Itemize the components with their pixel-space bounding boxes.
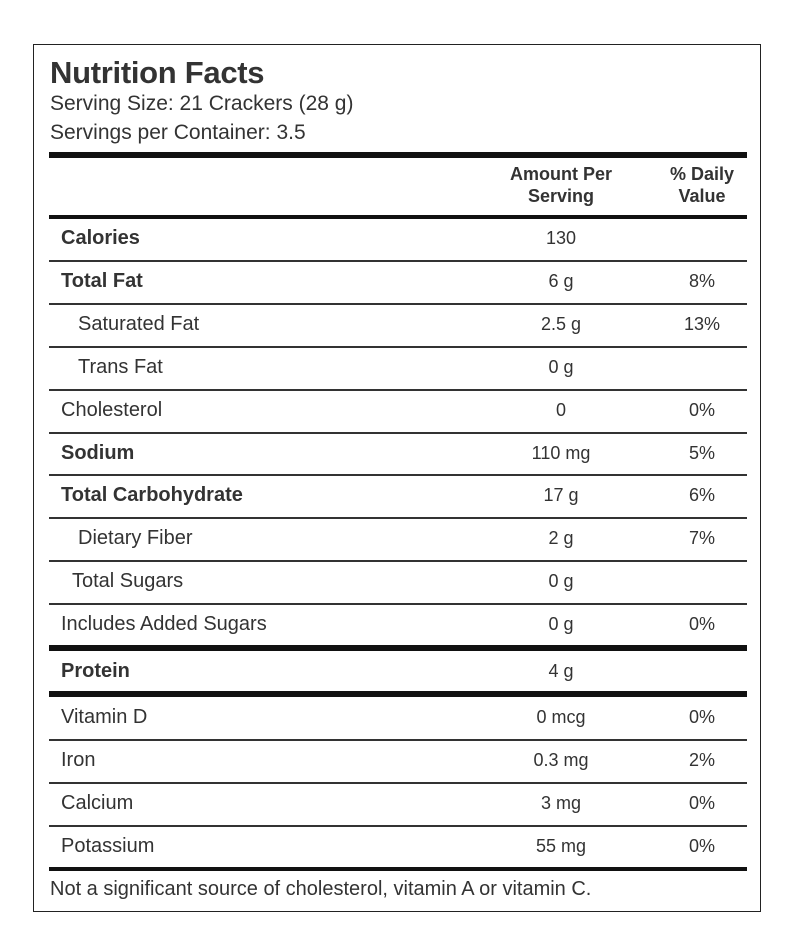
nutrient-row-calories: [49, 219, 747, 259]
nutrient-row-total-carbohydrate: [49, 476, 747, 516]
nutrient-amount: 0 mcg: [536, 707, 586, 727]
nutrient-amount: 0 g: [548, 614, 574, 634]
nutrient-row-vitamin-d: [49, 698, 747, 738]
nutrient-amount: 6 g: [548, 271, 574, 291]
daily-value-header: % Daily Value: [669, 164, 735, 206]
label-title: Nutrition Facts: [50, 55, 265, 90]
nutrient-row-added-sugars: [49, 605, 747, 645]
nutrient-row-sodium: [49, 434, 747, 474]
nutrient-name: Protein: [61, 660, 130, 682]
nutrient-amount: 110 mg: [531, 443, 591, 463]
nutrient-row-saturated-fat: [49, 305, 747, 345]
nutrient-name: Vitamin D: [61, 706, 148, 728]
nutrient-amount: 0: [555, 400, 566, 420]
nutrient-daily-value: 0%: [688, 793, 715, 813]
nutrient-row-protein: [49, 652, 747, 692]
nutrient-name: Sodium: [61, 442, 135, 464]
nutrient-name: Total Sugars: [72, 570, 184, 592]
nutrient-name: Total Carbohydrate: [61, 484, 243, 506]
nutrient-row-total-sugars: [49, 562, 747, 602]
nutrient-row-iron: [49, 741, 747, 781]
serving-size: Serving Size: 21 Crackers (28 g): [50, 92, 354, 115]
nutrient-daily-value: 0%: [688, 836, 715, 856]
nutrient-daily-value: 0%: [688, 400, 715, 420]
section-divider: [49, 645, 747, 651]
nutrient-daily-value: 6%: [688, 485, 715, 505]
nutrient-row-dietary-fiber: [49, 519, 747, 559]
nutrition-facts-panel: [33, 44, 761, 912]
nutrient-row-potassium: [49, 827, 747, 867]
nutrient-daily-value: 0%: [688, 614, 715, 634]
nutrient-row-calcium: [49, 784, 747, 824]
nutrient-daily-value: 2%: [688, 750, 715, 770]
amount-per-serving-header: Amount Per Serving: [509, 164, 612, 206]
nutrient-daily-value: 0%: [688, 707, 715, 727]
nutrient-name: Trans Fat: [78, 356, 163, 378]
nutrient-daily-value: 7%: [688, 528, 715, 548]
section-divider: [49, 691, 747, 697]
nutrient-amount: 55 mg: [535, 836, 587, 856]
nutrient-name: Iron: [61, 749, 96, 771]
nutrient-amount: 0.3 mg: [533, 750, 589, 770]
nutrient-row-trans-fat: [49, 348, 747, 388]
nutrient-amount: 2.5 g: [540, 314, 582, 334]
footnote: Not a significant source of cholesterol, vitamin A or vitamin C.: [50, 878, 592, 900]
nutrient-daily-value: 8%: [688, 271, 715, 291]
column-header-divider: [49, 215, 747, 219]
nutrient-name: Total Fat: [61, 270, 143, 292]
footer-divider: [49, 867, 747, 871]
nutrient-row-total-fat: [49, 262, 747, 302]
nutrient-name: Cholesterol: [61, 399, 163, 421]
nutrient-row-cholesterol: [49, 391, 747, 431]
nutrient-name: Potassium: [61, 835, 155, 857]
nutrient-name: Saturated Fat: [78, 313, 200, 335]
nutrient-amount: 3 mg: [540, 793, 582, 813]
nutrient-amount: 2 g: [548, 528, 574, 548]
nutrient-name: Calories: [61, 227, 140, 249]
nutrient-name: Dietary Fiber: [78, 527, 193, 549]
header-divider: [49, 152, 747, 158]
nutrient-amount: 130: [545, 228, 577, 248]
nutrient-name: Calcium: [61, 792, 134, 814]
nutrient-name: Includes Added Sugars: [61, 613, 267, 635]
nutrient-amount: 4 g: [548, 661, 574, 681]
nutrient-daily-value: 5%: [688, 443, 715, 463]
servings-per-container: Servings per Container: 3.5: [50, 121, 306, 144]
nutrient-amount: 17 g: [543, 485, 579, 505]
nutrient-amount: 0 g: [548, 571, 574, 591]
nutrient-amount: 0 g: [548, 357, 574, 377]
nutrient-daily-value: 13%: [683, 314, 721, 334]
